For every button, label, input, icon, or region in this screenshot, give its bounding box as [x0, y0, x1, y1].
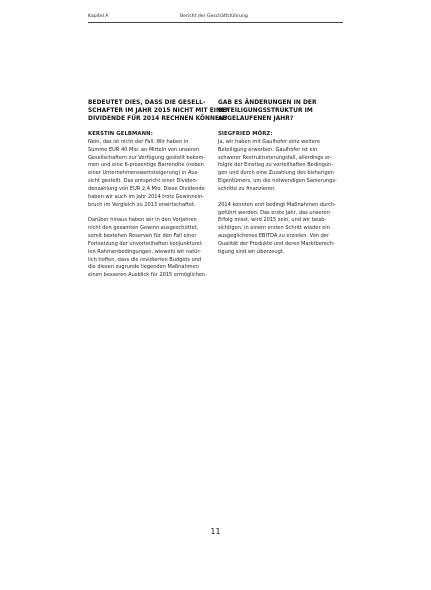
header-rule: [88, 22, 343, 23]
speaker-name: SIEGFRIED MÖRZ:: [218, 131, 273, 137]
text-line: haben wir auch im Jahr 2014 trotz Gewinnein-: [88, 193, 205, 200]
question-line: ABGELAUFENEN JAHR?: [218, 116, 294, 122]
question-line: BEDEUTET DIES, DASS DIE GESELL-: [88, 100, 206, 106]
answer-paragraph: [88, 217, 213, 280]
question-line: SCHAFTER IM JAHR 2015 NICHT MIT EINER: [88, 108, 230, 114]
text-line: einer Unternehmenswertsteigerung) in Aus-: [88, 170, 200, 177]
text-line: sichtigen, in einem ersten Schritt wieder ein: [218, 225, 330, 232]
text-line: Qualität der Produkte und deren Marktberech-: [218, 240, 335, 247]
text-line: Fortsetzung der unvorteilhaften konjunkturel-: [88, 240, 203, 247]
right-column: [218, 99, 343, 257]
text-line: ausgeglichenes EBITDA zu erzielen. Von der: [218, 233, 329, 240]
text-line: 2014 konnten erst bedingt Maßnahmen durch-: [218, 201, 336, 208]
running-header: [88, 14, 343, 23]
text-line: denzahlung von EUR 2,4 Mio. Diese Dividende: [88, 185, 205, 192]
header-chapter: Kapitel A: [88, 14, 109, 19]
question-line: DIVIDENDE FÜR 2014 RECHNEN KÖNNEN?: [88, 116, 228, 122]
text-line: Summe EUR 40 Mio. an Mitteln von unseren: [88, 146, 200, 153]
header-section-title: Bericht der Geschäftsführung: [180, 14, 248, 19]
paragraph-gap: [88, 210, 213, 218]
text-line: schritte zu finanzieren.: [218, 185, 276, 192]
text-line: Nein, das ist nicht der Fall. Wir haben in: [88, 138, 189, 145]
text-line: men und eine 6-prozentige Barrendite (neben: [88, 162, 204, 169]
answer-paragraph: [218, 202, 343, 257]
question-heading: [218, 99, 343, 123]
text-line: die diesen zugrunde liegenden Maßnahmen: [88, 264, 199, 271]
page-number: 11: [210, 527, 221, 536]
text-line: nicht den gesamten Gewinn ausgeschüttet,: [88, 225, 199, 232]
text-line: Beteiligung erworben. Gaulhofer ist ein: [218, 146, 318, 153]
question-line: GAB ES ÄNDERUNGEN IN DER: [218, 100, 317, 106]
text-line: einen besseren Ausblick für 2015 ermöglichen.: [88, 272, 207, 279]
text-line: folgte der Einstieg zu vorteilhaften Bedingun-: [218, 162, 334, 169]
question-line: BETEILIGUNGSSTRUKTUR IM: [218, 108, 313, 114]
text-line: Gesellschaftern zur Verfügung gestellt bekom-: [88, 154, 206, 161]
text-line: sicht gestellt. Das entspricht einer Dividen-: [88, 178, 198, 185]
text-line: somit bestehen Reserven für den Fall einer: [88, 233, 197, 240]
answer-paragraph: [218, 139, 343, 194]
text-line: len Rahmenbedingungen, wiewohl wir natür-: [88, 248, 201, 255]
text-line: geführt werden. Das erste Jahr, das unseren: [218, 209, 330, 216]
text-line: Darüber hinaus haben wir in den Vorjahren: [88, 217, 197, 224]
text-line: schwerer Restrukturierungsfall, allerdings er-: [218, 154, 332, 161]
text-line: Erfolg misst, wird 2015 sein, und wir beab-: [218, 217, 327, 224]
speaker-name: KERSTIN GELBMANN:: [88, 131, 153, 137]
text-line: Eigentümers, um die notwendigen Sanierungs-: [218, 178, 337, 185]
text-line: lich hoffen, dass die revidierten Budgets und: [88, 256, 202, 263]
question-heading: [88, 99, 230, 123]
text-line: gen und durch eine Zuzahlung des bisherigen: [218, 170, 334, 177]
answer-paragraph: [88, 139, 213, 210]
text-line: Ja, wir haben mit Gaulhofer eine weitere: [218, 138, 320, 145]
text-line: tigung sind wir überzeugt.: [218, 248, 285, 255]
paragraph-gap: [218, 194, 343, 202]
text-line: bruch im Vergleich zu 2013 erwirtschaftet.: [88, 201, 196, 208]
left-column: [88, 99, 230, 280]
